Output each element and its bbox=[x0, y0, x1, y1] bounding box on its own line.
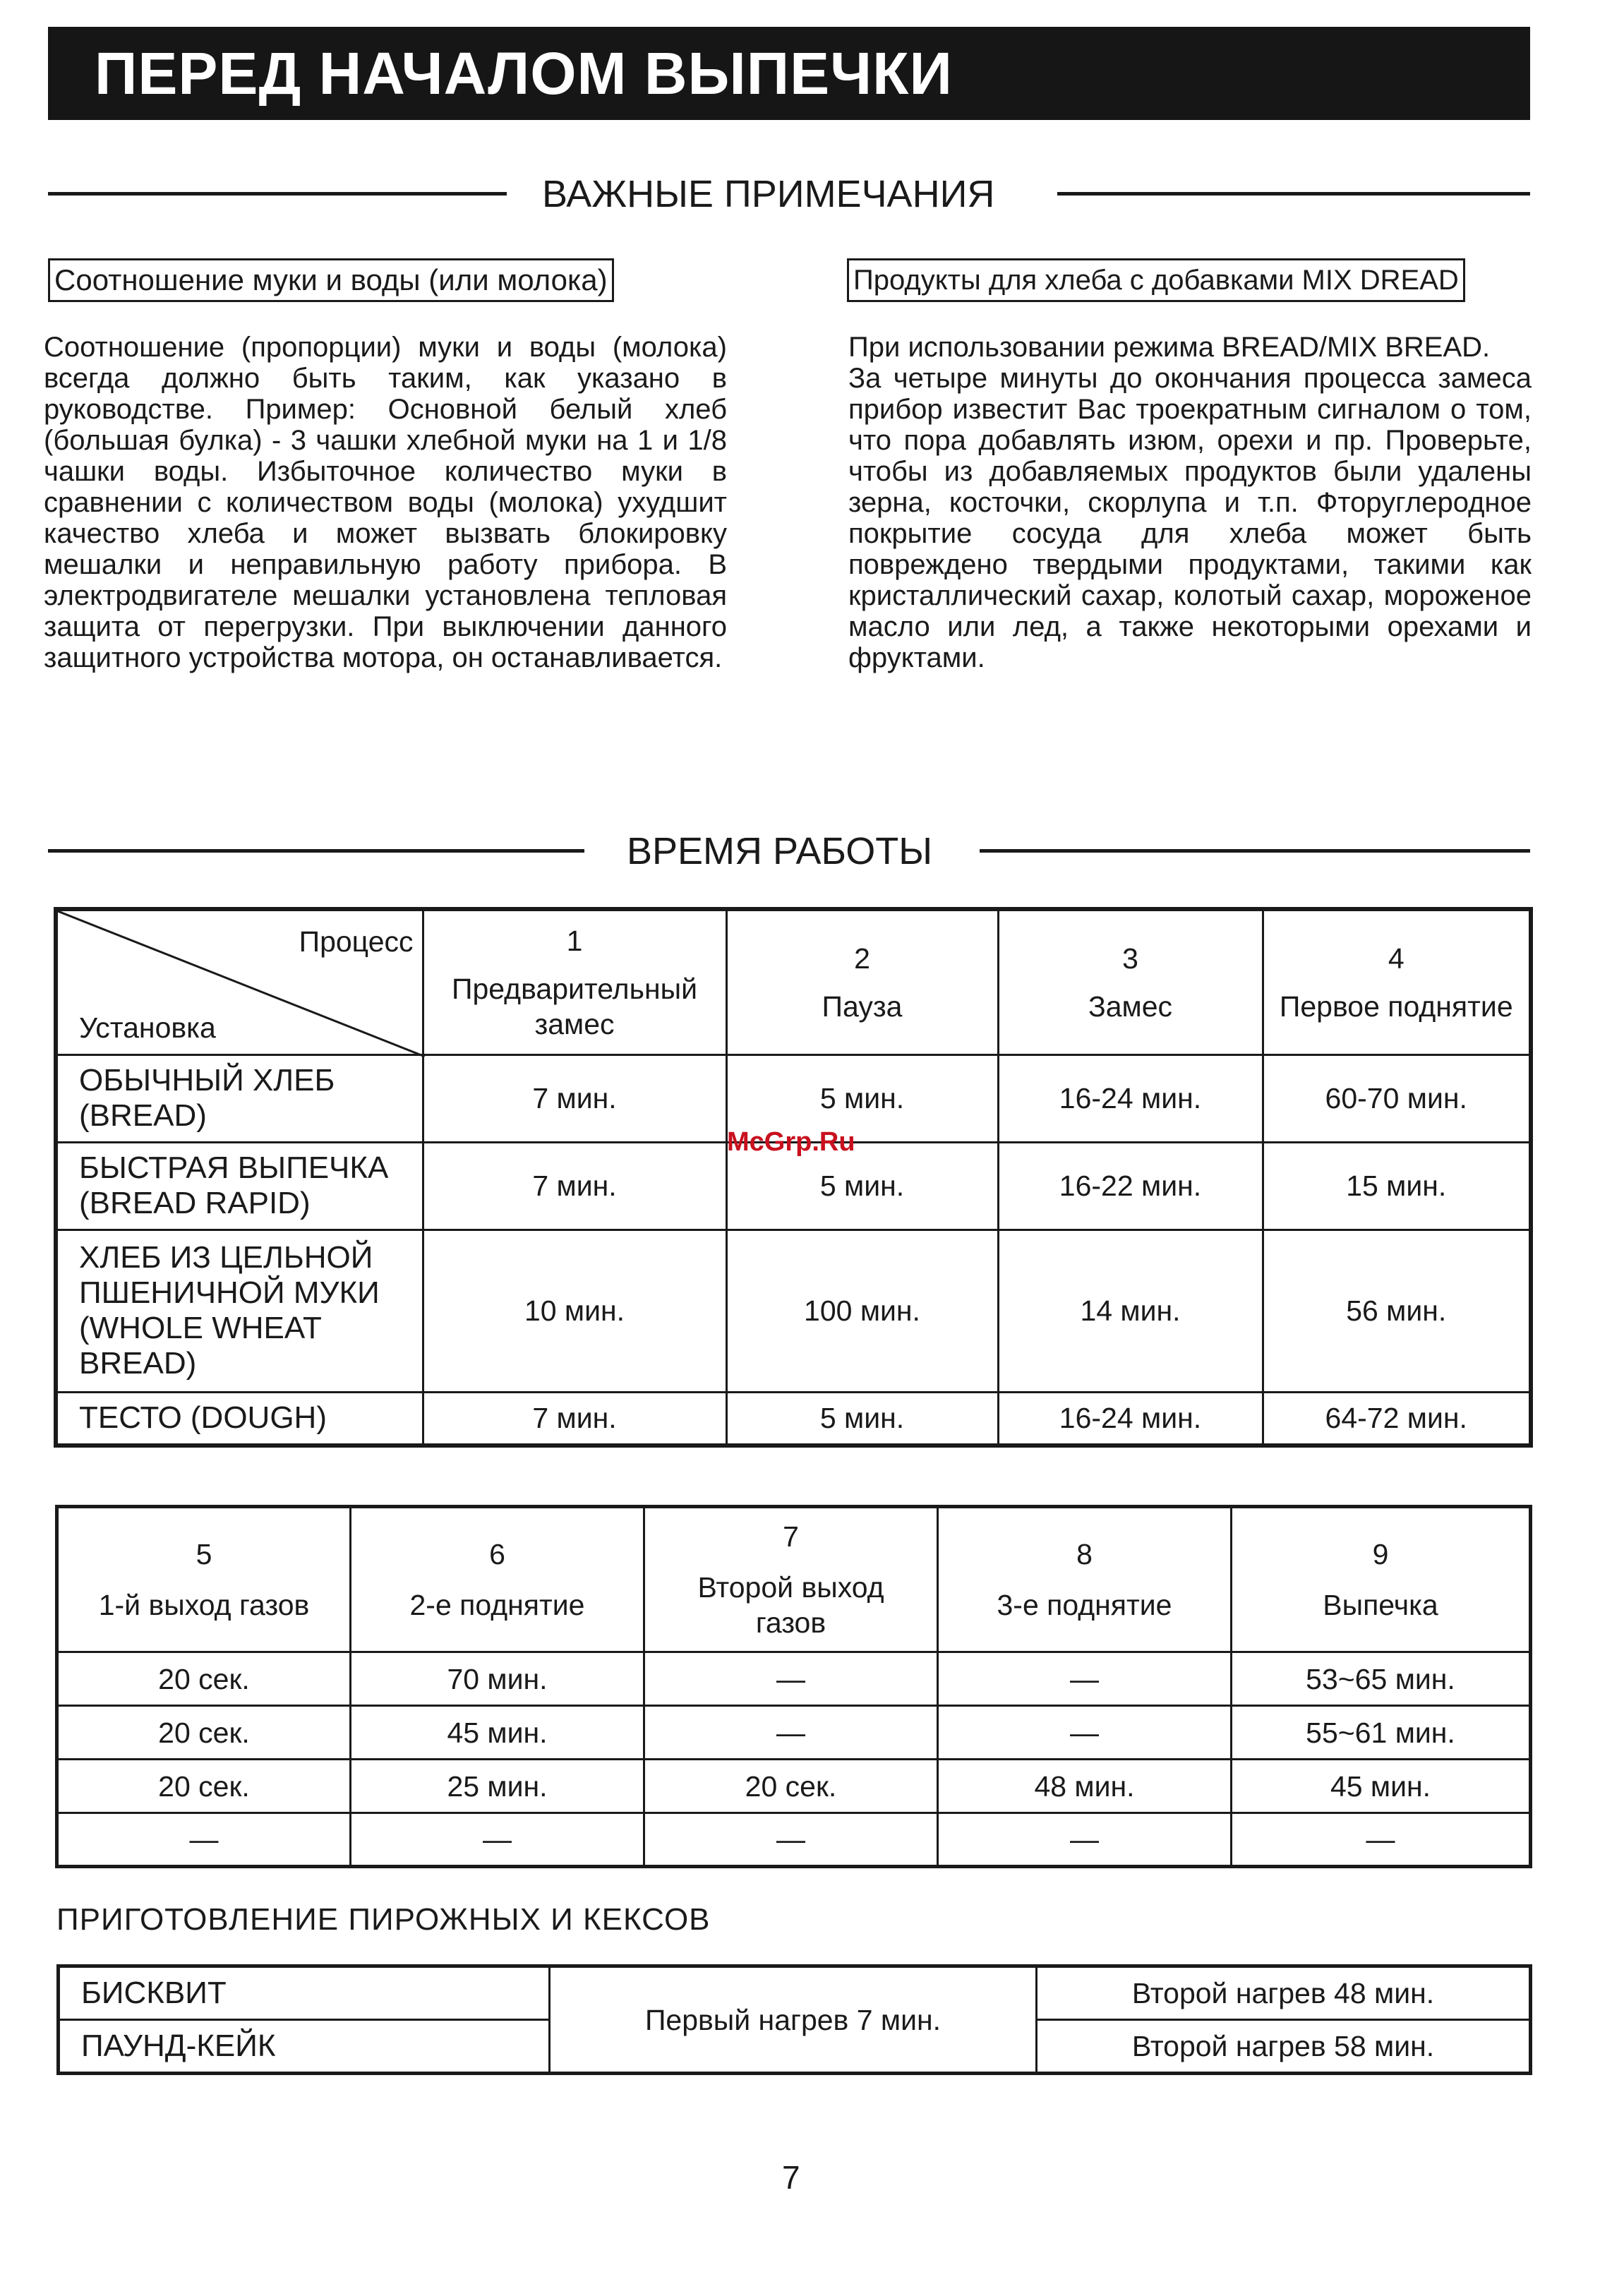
table-cell: 53~65 мин. bbox=[1232, 1652, 1531, 1706]
process-number: 2 bbox=[854, 942, 870, 975]
table-cell: 20 сек. bbox=[57, 1652, 351, 1706]
left-note-label: Соотношение муки и воды (или молока) bbox=[48, 258, 614, 302]
worktime-table-2 bbox=[55, 1505, 1532, 1868]
table-cell: — bbox=[57, 1813, 351, 1867]
page-number: 7 bbox=[782, 2159, 800, 2196]
page-title: ПЕРЕД НАЧАЛОМ ВЫПЕЧКИ bbox=[95, 40, 953, 107]
table-cell: 16-24 мин. bbox=[998, 1054, 1263, 1142]
table-cell: 5 мин. bbox=[726, 1392, 998, 1445]
right-note-text bbox=[848, 332, 1532, 673]
worktime-title: ВРЕМЯ РАБОТЫ bbox=[627, 830, 933, 872]
table-cell: 16-24 мин. bbox=[998, 1392, 1263, 1445]
worktime-heading bbox=[48, 829, 1530, 872]
second-heat-cell: Второй нагрев 48 мин. bbox=[1037, 1966, 1531, 2020]
watermark: McGrp.Ru bbox=[727, 1127, 855, 1157]
table-cell: 7 мин. bbox=[423, 1054, 726, 1142]
divider bbox=[980, 849, 1530, 853]
table-cell: — bbox=[938, 1652, 1232, 1706]
process-header bbox=[1263, 909, 1531, 1054]
corner-setting-label: Установка bbox=[79, 1011, 216, 1044]
table-cell: 14 мин. bbox=[998, 1230, 1263, 1392]
row-label: ТЕСТО (DOUGH) bbox=[56, 1392, 423, 1445]
process-name: Первое поднятие bbox=[1279, 990, 1513, 1023]
right-note-paragraph-2: За четыре минуты до окончания процесса замеса прибор известит Вас троекратным сигналом о том, что пора добавлять изюм, орехи и пр. Проверьте, чтобы из добавляемых продуктов были удалены зерна, косточки, скорлупа и т.п. Фторуглеродное покрытие сосуда для хлеба может быть повреждено твердыми продуктами, такими как кристаллический сахар, колотый сахар, мороженое масло или лед, а также некоторыми орехами и фруктами. bbox=[848, 363, 1532, 673]
process-header bbox=[998, 909, 1263, 1054]
process-name: Пауза bbox=[822, 990, 903, 1023]
process-header bbox=[351, 1507, 644, 1652]
process-number: 7 bbox=[783, 1520, 799, 1553]
table-cell: — bbox=[938, 1813, 1232, 1867]
worktime-table-1 bbox=[54, 907, 1533, 1448]
table-cell: 56 мин. bbox=[1263, 1230, 1531, 1392]
table-cell: 10 мин. bbox=[423, 1230, 726, 1392]
cake-name: ПАУНД-КЕЙК bbox=[59, 2020, 550, 2074]
left-note-text bbox=[44, 332, 727, 673]
table-row bbox=[57, 1813, 1531, 1867]
row-label: БЫСТРАЯ ВЫПЕЧКА (BREAD RAPID) bbox=[56, 1142, 423, 1230]
table-cell: — bbox=[644, 1813, 938, 1867]
process-name: Выпечка bbox=[1323, 1589, 1438, 1621]
table-row bbox=[57, 1652, 1531, 1706]
table-cell: 55~61 мин. bbox=[1232, 1706, 1531, 1760]
corner-process-label: Процесс bbox=[299, 925, 414, 958]
process-header bbox=[726, 909, 998, 1054]
row-label: ОБЫЧНЫЙ ХЛЕБ (BREAD) bbox=[56, 1054, 423, 1142]
row-label: ХЛЕБ ИЗ ЦЕЛЬНОЙ ПШЕНИЧНОЙ МУКИ (WHOLE WHEAT BREAD) bbox=[56, 1230, 423, 1392]
table-cell: 20 сек. bbox=[57, 1760, 351, 1813]
table-cell: — bbox=[351, 1813, 644, 1867]
cakes-title: ПРИГОТОВЛЕНИЕ ПИРОЖНЫХ И КЕКСОВ bbox=[56, 1902, 711, 1937]
table-cell: 5 мин. bbox=[726, 1054, 998, 1142]
table-cell: 25 мин. bbox=[351, 1760, 644, 1813]
table-row bbox=[56, 1392, 1531, 1445]
table-cell: 100 мин. bbox=[726, 1230, 998, 1392]
table-row bbox=[57, 1706, 1531, 1760]
process-number: 9 bbox=[1372, 1538, 1389, 1570]
divider bbox=[1057, 192, 1530, 196]
process-name: 1-й выход газов bbox=[98, 1589, 310, 1621]
process-number: 6 bbox=[489, 1538, 505, 1570]
table-cell: 48 мин. bbox=[938, 1760, 1232, 1813]
process-number: 3 bbox=[1122, 942, 1138, 975]
first-heat-cell: Первый нагрев 7 мин. bbox=[550, 1966, 1037, 2074]
table-cell: 15 мин. bbox=[1263, 1142, 1531, 1230]
table-cell: 45 мин. bbox=[1232, 1760, 1531, 1813]
process-name: 3-е поднятие bbox=[997, 1589, 1172, 1621]
divider bbox=[48, 192, 507, 196]
process-name: Предварительный замес bbox=[452, 972, 697, 1040]
table-cell: — bbox=[644, 1706, 938, 1760]
page-title-banner bbox=[48, 27, 1530, 120]
right-note-label: Продукты для хлеба с добавками MIX DREAD bbox=[847, 258, 1465, 302]
table-cell: 70 мин. bbox=[351, 1652, 644, 1706]
table-cell: 64-72 мин. bbox=[1263, 1392, 1531, 1445]
table-cell: 7 мин. bbox=[423, 1142, 726, 1230]
process-number: 1 bbox=[566, 924, 583, 957]
corner-header-cell bbox=[56, 909, 423, 1054]
right-note-paragraph-1: При использовании режима BREAD/MIX BREAD. bbox=[848, 332, 1491, 363]
table-cell: — bbox=[1232, 1813, 1531, 1867]
table-cell: — bbox=[644, 1652, 938, 1706]
process-number: 8 bbox=[1076, 1538, 1093, 1570]
notes-title: ВАЖНЫЕ ПРИМЕЧАНИЯ bbox=[542, 173, 995, 215]
divider bbox=[48, 849, 584, 853]
second-heat-cell: Второй нагрев 58 мин. bbox=[1037, 2020, 1531, 2074]
table-cell: 7 мин. bbox=[423, 1392, 726, 1445]
process-number: 4 bbox=[1388, 942, 1404, 975]
table-cell: 20 сек. bbox=[644, 1760, 938, 1813]
process-header bbox=[1232, 1507, 1531, 1652]
table-row bbox=[59, 1966, 1531, 2020]
process-name: Замес bbox=[1088, 990, 1173, 1023]
table-cell: 45 мин. bbox=[351, 1706, 644, 1760]
cakes-table bbox=[56, 1964, 1532, 2075]
process-header bbox=[57, 1507, 351, 1652]
table-cell: 60-70 мин. bbox=[1263, 1054, 1531, 1142]
left-note-paragraph: Соотношение (пропорции) муки и воды (молока) всегда должно быть таким, как указано в руководстве. Пример: Основной белый хлеб (большая булка) - 3 чашки хлебной муки на 1 и 1/8 чашки воды. Избыточное количество муки в сравнении с количеством воды (молока) ухудшит качество хлеба и может вызвать блокировку мешалки и неправильную работу прибора. В электродвигателе мешалки установлена тепловая защита от перегрузки. При выключении данного защитного устройства мотора, он останавливается. bbox=[44, 332, 727, 673]
process-number: 5 bbox=[196, 1538, 212, 1570]
process-header bbox=[644, 1507, 938, 1652]
table-row bbox=[57, 1760, 1531, 1813]
cake-name: БИСКВИТ bbox=[59, 1966, 550, 2020]
table-cell: — bbox=[938, 1706, 1232, 1760]
process-name: Второй выход газов bbox=[697, 1571, 884, 1639]
process-header bbox=[938, 1507, 1232, 1652]
process-name: 2-е поднятие bbox=[409, 1589, 585, 1621]
process-header bbox=[423, 909, 726, 1054]
notes-heading bbox=[48, 172, 1530, 215]
table-row bbox=[56, 1230, 1531, 1392]
table-cell: 5 мин. bbox=[726, 1142, 998, 1230]
table-cell: 16-22 мин. bbox=[998, 1142, 1263, 1230]
table-cell: 20 сек. bbox=[57, 1706, 351, 1760]
